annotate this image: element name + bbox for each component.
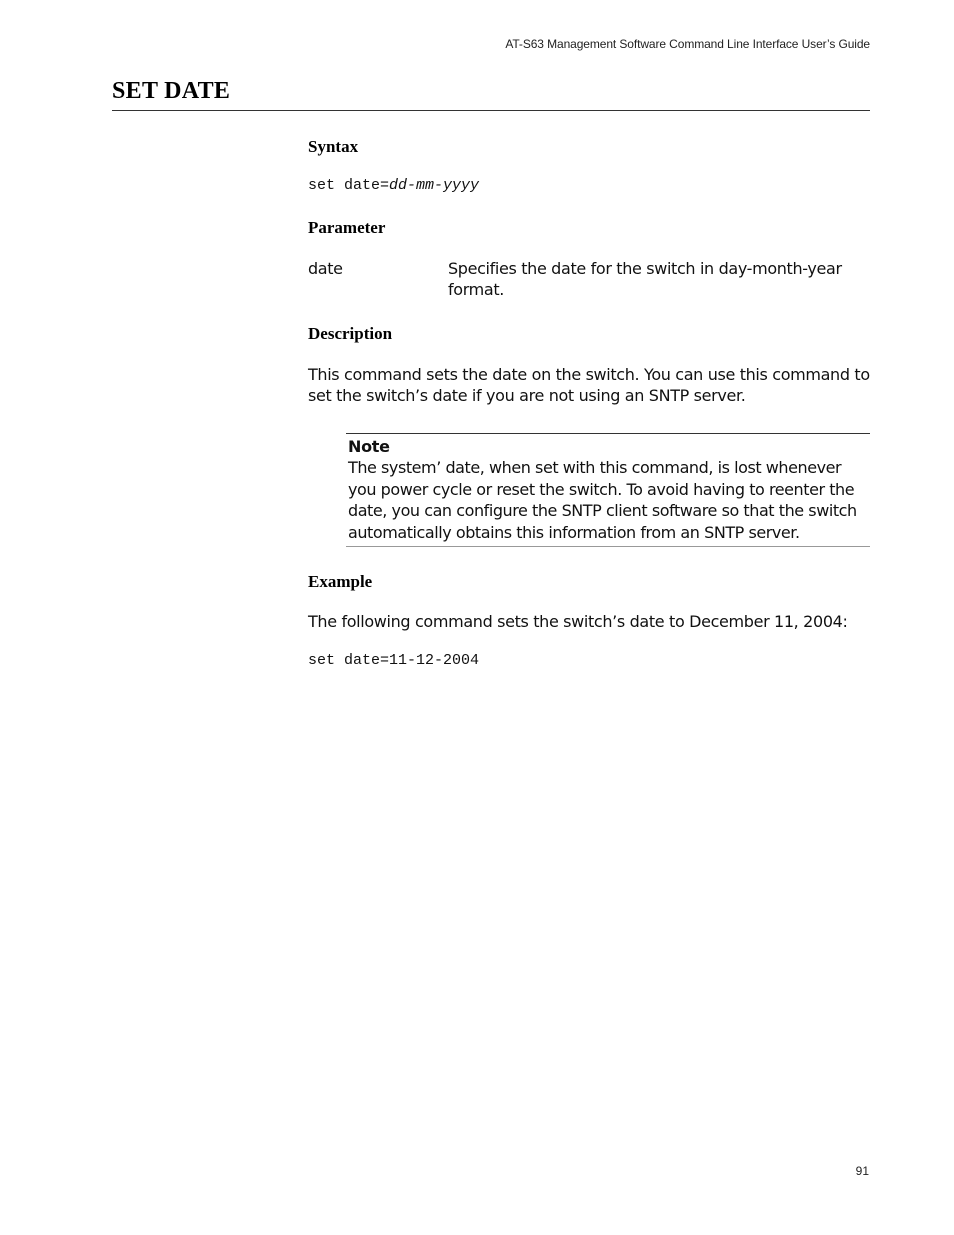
syntax-command-text: set date= <box>308 177 390 194</box>
running-header: AT-S63 Management Software Command Line Interface User’s Guide <box>505 37 870 51</box>
description-text: This command sets the date on the switch. You can use this command to set the switch’s date if you are not using an SNTP server. <box>308 365 870 405</box>
description-heading: Description <box>308 324 393 343</box>
note-box <box>346 433 870 547</box>
note-label: Note <box>348 437 390 456</box>
page-number: 91 <box>855 1164 869 1178</box>
note-text: The system’ date, when set with this command, is lost whenever you power cycle or reset the switch. To avoid having to reenter the date, you can configure the SNTP client software so that the switch automatically obtains this information from an SNTP server. <box>348 458 857 542</box>
parameter-description: Specifies the date for the switch in day-month-year format. <box>448 259 842 299</box>
example-heading: Example <box>308 572 373 591</box>
syntax-argument: dd-mm-yyyy <box>389 177 480 194</box>
parameter-heading: Parameter <box>308 218 386 237</box>
title-divider <box>112 110 870 111</box>
syntax-command <box>308 177 479 194</box>
section-title: SET DATE <box>112 78 231 104</box>
parameter-name: date <box>308 259 343 278</box>
example-command: set date=11-12-2004 <box>308 652 480 669</box>
syntax-heading: Syntax <box>308 137 359 156</box>
example-text: The following command sets the switch’s date to December 11, 2004: <box>308 612 848 631</box>
